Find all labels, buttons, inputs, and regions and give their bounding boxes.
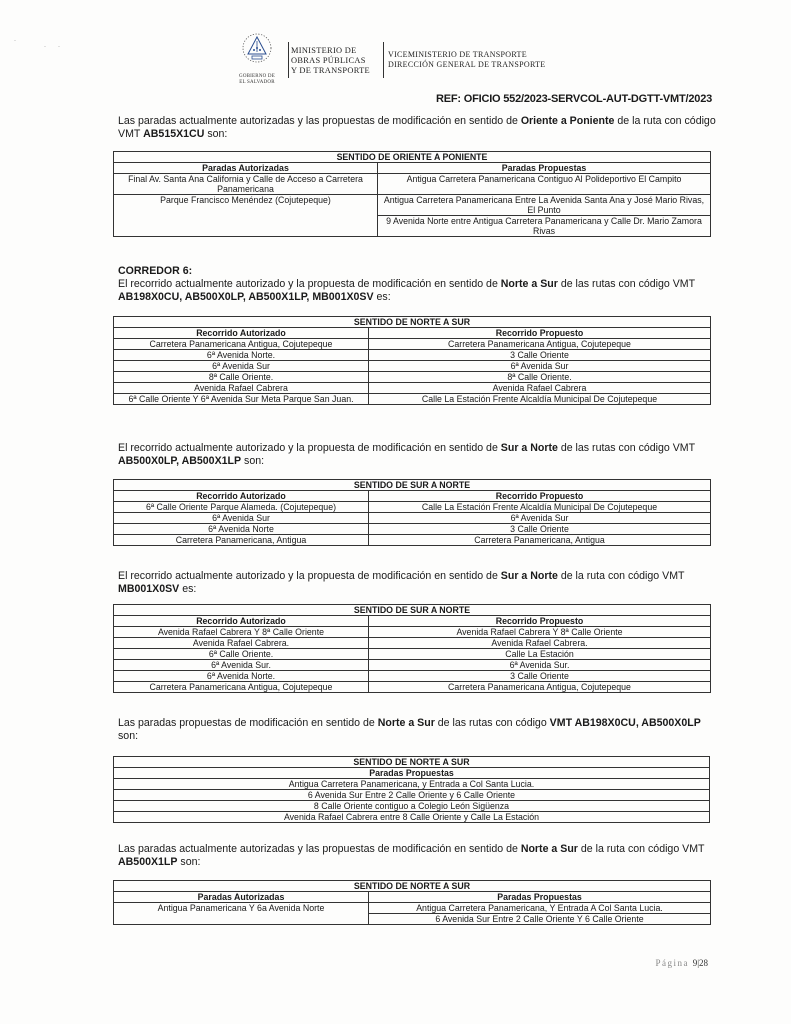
para-text: de la ruta con código VMT: [557, 570, 685, 582]
para-text: son:: [204, 127, 228, 140]
table-oriente-poniente: [113, 151, 711, 237]
table-row: [114, 649, 711, 660]
table-cell: Carretera Panamericana Antigua, Cojutepeque: [369, 682, 711, 693]
coat-of-arms-seal: [232, 28, 282, 80]
ministry-name: [291, 46, 370, 76]
scan-mark: ·: [14, 38, 16, 44]
scan-mark: ·: [44, 44, 46, 50]
page-total: 28: [699, 958, 708, 968]
table-cell: Carretera Panamericana Antigua, Cojutepeque: [369, 339, 711, 350]
column-header: Paradas Propuestas: [114, 768, 710, 779]
table-cell: 6ª Avenida Norte: [114, 524, 369, 535]
table-norte-sur-paradas-ab500x1lp: [113, 880, 711, 925]
table-cell: Carretera Panamericana, Antigua: [369, 535, 711, 546]
para-direction: Oriente a Poniente: [520, 115, 615, 127]
column-header: Paradas Autorizadas: [114, 892, 369, 903]
table-cell: Antigua Carretera Panamericana, Y Entrada A Col Santa Lucia.: [369, 903, 711, 914]
table-row: [114, 524, 711, 535]
table-cell: Calle La Estación Frente Alcaldía Municipal De Cojutepeque: [369, 394, 711, 405]
column-header: Recorrido Autorizado: [114, 491, 369, 502]
table-cell: Carretera Panamericana Antigua, Cojutepeque: [114, 682, 369, 693]
para-text: Las paradas propuestas de modificación en sentido de: [118, 717, 378, 729]
para-text: El recorrido actualmente autorizado y la propuesta de modificación en sentido de: [118, 570, 501, 582]
table-row: [114, 339, 711, 350]
paragraph-5: [118, 717, 718, 742]
reference-number: REF: OFICIO 552/2023-SERVCOL-AUT-DGTT-VMT/2023: [436, 93, 713, 105]
table-norte-sur-recorrido: [113, 316, 711, 405]
vice-line: DIRECCIÓN GENERAL DE TRANSPORTE: [388, 60, 546, 69]
scan-mark: ·: [58, 44, 60, 50]
ministry-line: OBRAS PÚBLICAS: [291, 56, 366, 65]
table-cell: Antigua Carretera Panamericana Contiguo Al Polideportivo El Campito: [378, 174, 711, 195]
gobierno-line: EL SALVADOR: [239, 80, 275, 85]
column-header: Paradas Autorizadas: [114, 163, 378, 174]
para-text: son:: [177, 855, 201, 868]
table-cell: 6ª Avenida Sur: [114, 361, 369, 372]
table-sur-norte-recorrido-1: [113, 479, 711, 546]
table-cell: 8ª Calle Oriente.: [114, 372, 369, 383]
para-direction: Norte a Sur: [500, 278, 558, 290]
page-current: 9: [692, 958, 698, 968]
table-row: [114, 361, 711, 372]
column-header: Recorrido Propuesto: [369, 491, 711, 502]
gobierno-line: GOBIERNO DE: [239, 74, 275, 79]
para-text: es:: [179, 582, 197, 595]
para-text: de las rutas con código VMT: [557, 442, 695, 454]
para-text: es:: [373, 290, 391, 303]
table-cell: Avenida Rafael Cabrera: [369, 383, 711, 394]
table-cell: 6ª Avenida Sur.: [369, 660, 711, 671]
table-cell: Antigua Carretera Panamericana Entre La Avenida Santa Ana y José Mario Rivas, El Punto: [378, 195, 711, 216]
table-cell: Avenida Rafael Cabrera Y 8ª Calle Oriente: [114, 627, 369, 638]
table-title: SENTIDO DE NORTE A SUR: [114, 881, 711, 892]
table-title: SENTIDO DE NORTE A SUR: [114, 317, 711, 328]
table-row: [114, 801, 710, 812]
para-route-codes: AB515X1CU: [143, 127, 205, 140]
table-cell: 6ª Avenida Sur: [369, 513, 711, 524]
table-cell: 6ª Calle Oriente Parque Alameda. (Cojutepeque): [114, 502, 369, 513]
table-row: [114, 502, 711, 513]
table-cell: 6ª Avenida Sur.: [114, 660, 369, 671]
table-row: [114, 627, 711, 638]
table-title: SENTIDO DE SUR A NORTE: [114, 480, 711, 491]
para-route-codes: MB001X0SV: [118, 582, 180, 595]
table-sur-norte-recorrido-2: [113, 604, 711, 693]
table-title: SENTIDO DE NORTE A SUR: [114, 757, 710, 768]
table-cell: 6ª Avenida Sur: [114, 513, 369, 524]
table-cell: 6 Avenida Sur Entre 2 Calle Oriente Y 6 Calle Oriente: [369, 914, 711, 925]
table-title: SENTIDO DE ORIENTE A PONIENTE: [114, 152, 711, 163]
para-route-codes: AB500X0LP, AB500X1LP: [118, 454, 242, 467]
page-separator: |: [697, 958, 699, 968]
table-row: [114, 682, 711, 693]
table-cell: 6ª Avenida Sur: [369, 361, 711, 372]
gobierno-caption: [228, 74, 286, 86]
paragraph-4: [118, 570, 718, 595]
table-row: [114, 394, 711, 405]
table-row: [114, 660, 711, 671]
table-row: [114, 790, 710, 801]
table-cell: 3 Calle Oriente: [369, 671, 711, 682]
table-cell: 6ª Calle Oriente.: [114, 649, 369, 660]
table-title: SENTIDO DE SUR A NORTE: [114, 605, 711, 616]
para-text: El recorrido actualmente autorizado y la propuesta de modificación en sentido de: [118, 442, 501, 454]
column-header: Recorrido Autorizado: [114, 328, 369, 339]
table-row: [114, 195, 711, 216]
table-row: [114, 779, 710, 790]
table-norte-sur-paradas: [113, 756, 710, 823]
table-row: [114, 903, 711, 914]
column-header: Paradas Propuestas: [369, 892, 711, 903]
para-text: de la ruta con código VMT: [118, 115, 716, 140]
table-cell: Avenida Rafael Cabrera.: [114, 638, 369, 649]
table-row: [114, 350, 711, 361]
table-cell: Antigua Carretera Panamericana, y Entrada a Col Santa Lucia.: [114, 779, 710, 790]
table-cell: Avenida Rafael Cabrera Y 8ª Calle Oriente: [369, 627, 711, 638]
para-direction: Sur a Norte: [500, 442, 558, 454]
ministry-line: Y DE TRANSPORTE: [291, 66, 370, 75]
para-text: son:: [118, 729, 139, 742]
table-row: [114, 174, 711, 195]
para-direction: Norte a Sur: [520, 843, 578, 855]
table-row: [114, 671, 711, 682]
vice-ministry-name: [388, 50, 546, 70]
table-cell: 6ª Avenida Norte.: [114, 671, 369, 682]
table-row: [114, 812, 710, 823]
paragraph-2: [118, 278, 718, 303]
column-header: Paradas Propuestas: [378, 163, 711, 174]
table-cell: Carretera Panamericana Antigua, Cojutepeque: [114, 339, 369, 350]
table-cell: Carretera Panamericana, Antigua: [114, 535, 369, 546]
paragraph-1: [118, 115, 718, 140]
table-cell: 9 Avenida Norte entre Antigua Carretera Panamericana y Calle Dr. Mario Zamora Rivas: [378, 216, 711, 237]
table-cell: 3 Calle Oriente: [369, 524, 711, 535]
page-number: [655, 958, 708, 968]
table-cell: 8 Calle Oriente contiguo a Colegio León Sigüenza: [114, 801, 710, 812]
table-cell: Calle La Estación: [369, 649, 711, 660]
table-row: [114, 383, 711, 394]
paragraph-3: [118, 442, 718, 467]
table-cell: 6ª Calle Oriente Y 6ª Avenida Sur Meta Parque San Juan.: [114, 394, 369, 405]
paragraph-6: [118, 843, 718, 868]
table-cell: 6ª Avenida Norte.: [114, 350, 369, 361]
para-text: de las rutas con código VMT: [557, 278, 695, 290]
para-route-codes: VMT AB198X0CU, AB500X0LP: [549, 717, 701, 729]
column-header: Recorrido Propuesto: [369, 616, 711, 627]
page-word: Página: [655, 958, 689, 968]
para-text: El recorrido actualmente autorizado y la propuesta de modificación en sentido de: [118, 278, 501, 290]
column-header: Recorrido Propuesto: [369, 328, 711, 339]
corredor-heading: CORREDOR 6:: [118, 265, 193, 277]
table-cell: Avenida Rafael Cabrera.: [369, 638, 711, 649]
para-route-codes: AB198X0CU, AB500X0LP, AB500X1LP, MB001X0SV: [118, 290, 374, 303]
table-row: [114, 535, 711, 546]
table-cell: Final Av. Santa Ana California y Calle de Acceso a Carretera Panamericana: [114, 174, 378, 195]
para-direction: Sur a Norte: [500, 570, 558, 582]
table-cell: 6 Avenida Sur Entre 2 Calle Oriente y 6 Calle Oriente: [114, 790, 710, 801]
column-header: Recorrido Autorizado: [114, 616, 369, 627]
para-text: Las paradas actualmente autorizadas y las propuestas de modificación en sentido de: [118, 843, 521, 855]
para-text: de la ruta con código VMT: [577, 843, 705, 855]
para-route-codes: AB500X1LP: [118, 855, 178, 868]
table-row: [114, 638, 711, 649]
para-text: son:: [241, 454, 265, 467]
table-cell: Parque Francisco Menéndez (Cojutepeque): [114, 195, 378, 237]
vice-line: VICEMINISTERIO DE TRANSPORTE: [388, 50, 527, 59]
table-cell: Calle La Estación Frente Alcaldía Municipal De Cojutepeque: [369, 502, 711, 513]
para-direction: Norte a Sur: [377, 717, 435, 729]
header-divider: [383, 42, 384, 78]
para-text: de las rutas con código: [434, 717, 550, 729]
table-cell: 3 Calle Oriente: [369, 350, 711, 361]
table-cell: 8ª Calle Oriente.: [369, 372, 711, 383]
table-row: [114, 513, 711, 524]
table-cell: Antigua Panamericana Y 6a Avenida Norte: [114, 903, 369, 925]
header-divider: [288, 42, 289, 78]
ministry-line: MINISTERIO DE: [291, 46, 357, 55]
table-row: [114, 372, 711, 383]
table-cell: Avenida Rafael Cabrera entre 8 Calle Oriente y Calle La Estación: [114, 812, 710, 823]
para-text: Las paradas actualmente autorizadas y las propuestas de modificación en sentido de: [118, 115, 521, 127]
table-cell: Avenida Rafael Cabrera: [114, 383, 369, 394]
